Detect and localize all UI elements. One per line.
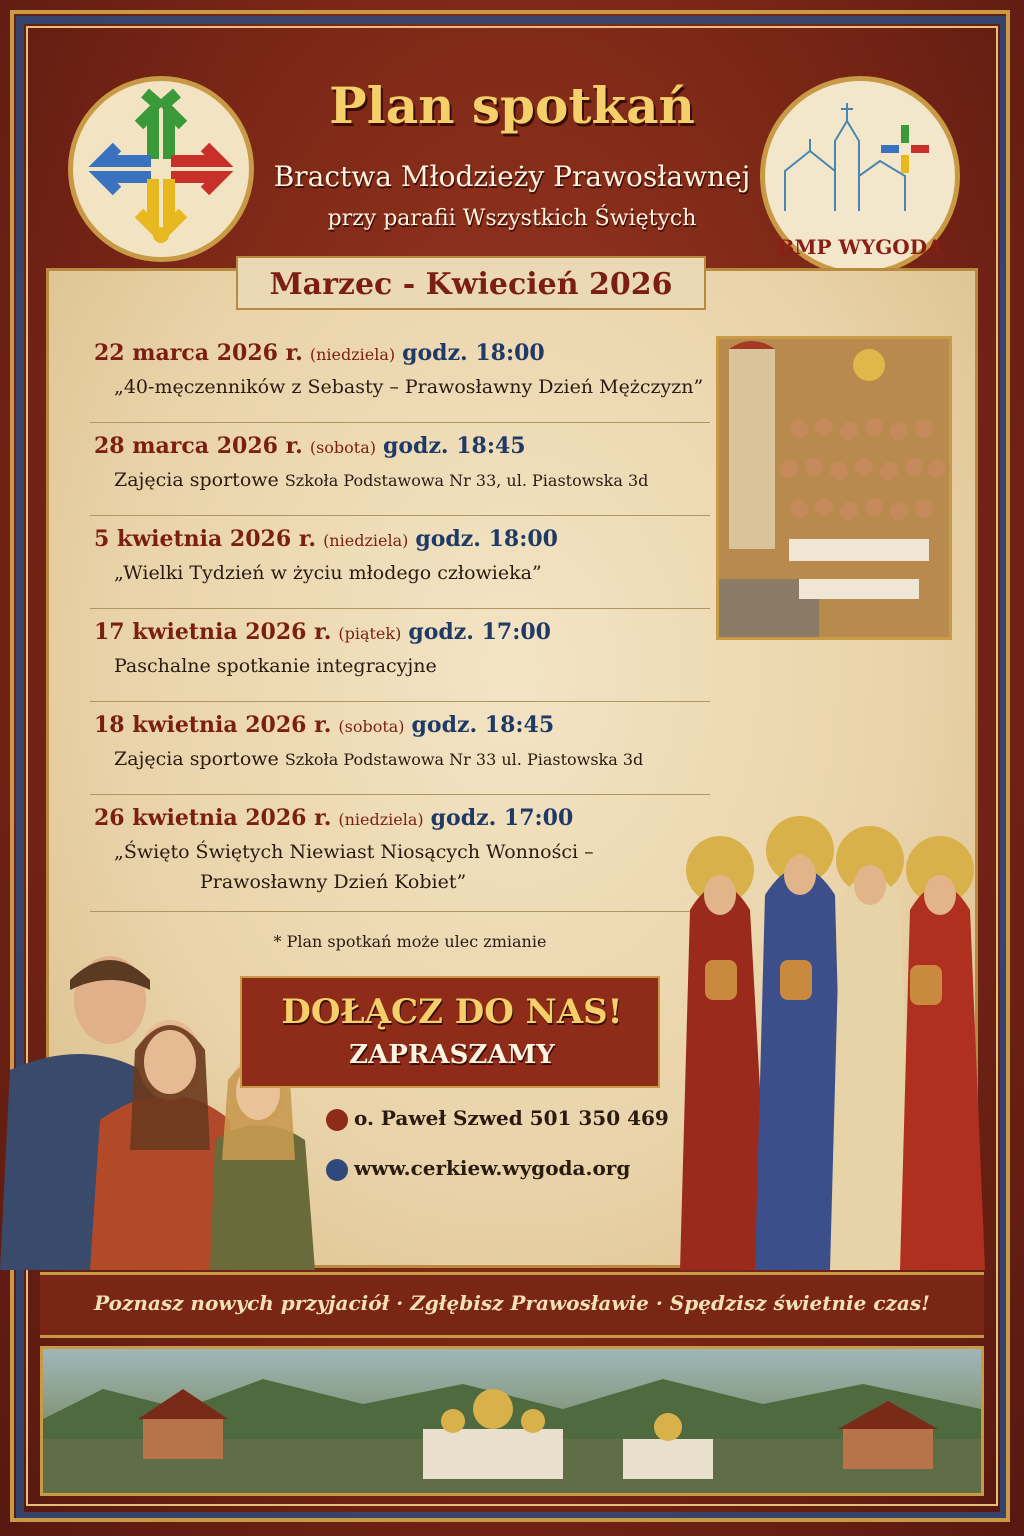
event-time: godz. 18:45 [411,712,555,738]
event-date: 5 kwietnia 2026 r. [94,526,317,552]
event-day: (niedziela) [338,810,424,829]
contact-website-text[interactable]: www.cerkiew.wygoda.org [354,1156,631,1180]
event-time: godz. 17:00 [408,619,551,645]
event-place: Szkoła Podstawowa Nr 33 ul. Piastowska 3d [284,750,644,769]
event-date: 22 marca 2026 r. [94,340,303,366]
myrrh-bearers-painting-icon [660,800,990,1270]
event-day: (niedziela) [323,531,409,550]
logo-right-label: BMP WYGODA [777,235,943,259]
events-list [90,330,710,912]
globe-icon [326,1159,348,1181]
martyrs-icon-image [716,336,952,640]
event-day: (niedziela) [309,345,396,364]
event-item [90,516,710,609]
contact-phone [326,1106,669,1131]
event-title: „Wielki Tydzień w życiu młodego człowieka” [114,562,542,584]
event-title: „Święto Świętych Niewiast Niosących Wonności – [114,841,594,863]
event-date: 17 kwietnia 2026 r. [94,619,332,645]
event-title: Paschalne spotkanie integracyjne [114,655,437,677]
event-item [90,423,710,516]
page-subtitle: Bractwa Młodzieży Prawosławnej [273,160,751,193]
village-church-landscape-icon [43,1349,981,1493]
contact-phone-text: o. Paweł Szwed 501 350 469 [354,1106,669,1130]
event-time: godz. 18:00 [415,526,558,552]
martyrs-painting-icon [719,339,949,637]
event-time: godz. 18:45 [383,433,526,459]
landscape-image [40,1346,984,1496]
period-banner: Marzec - Kwiecień 2026 [236,256,706,310]
event-item [90,702,710,795]
footer-banner [40,1272,984,1338]
page-subtitle-parish: przy parafii Wszystkich Świętych [327,206,697,231]
event-day: (sobota) [338,717,405,736]
event-title: „40-męczenników z Sebasty – Prawosławny Dzień Mężczyzn” [114,376,704,398]
event-place: Szkoła Podstawowa Nr 33, ul. Piastowska 3d [284,471,649,490]
phone-icon [326,1109,348,1131]
event-item [90,795,710,912]
schedule-note: * Plan spotkań może ulec zmianie [273,932,547,951]
myrrh-bearers-image [660,800,990,1270]
event-time: godz. 17:00 [430,805,574,831]
event-day: (piątek) [338,624,402,643]
event-title: Zajęcia sportowe [114,469,279,491]
event-title-continued: Prawosławny Dzień Kobiet” [200,871,467,893]
event-title: Zajęcia sportowe [114,748,279,770]
invite-banner [240,976,660,1088]
event-day: (sobota) [309,438,376,457]
invite-main: DOŁĄCZ DO NAS! [281,992,623,1032]
event-date: 26 kwietnia 2026 r. [94,805,332,831]
event-item [90,330,710,423]
page-title: Plan spotkań [329,76,695,135]
invite-sub: ZAPRASZAMY [349,1040,555,1070]
event-date: 18 kwietnia 2026 r. [94,712,332,738]
event-item [90,609,710,702]
event-date: 28 marca 2026 r. [94,433,303,459]
event-time: godz. 18:00 [402,340,545,366]
contact-website[interactable] [326,1156,630,1181]
footer-banner-text: Poznasz nowych przyjaciół · Zgłębisz Prawosławie · Spędzisz świetnie czas! [94,1291,930,1315]
